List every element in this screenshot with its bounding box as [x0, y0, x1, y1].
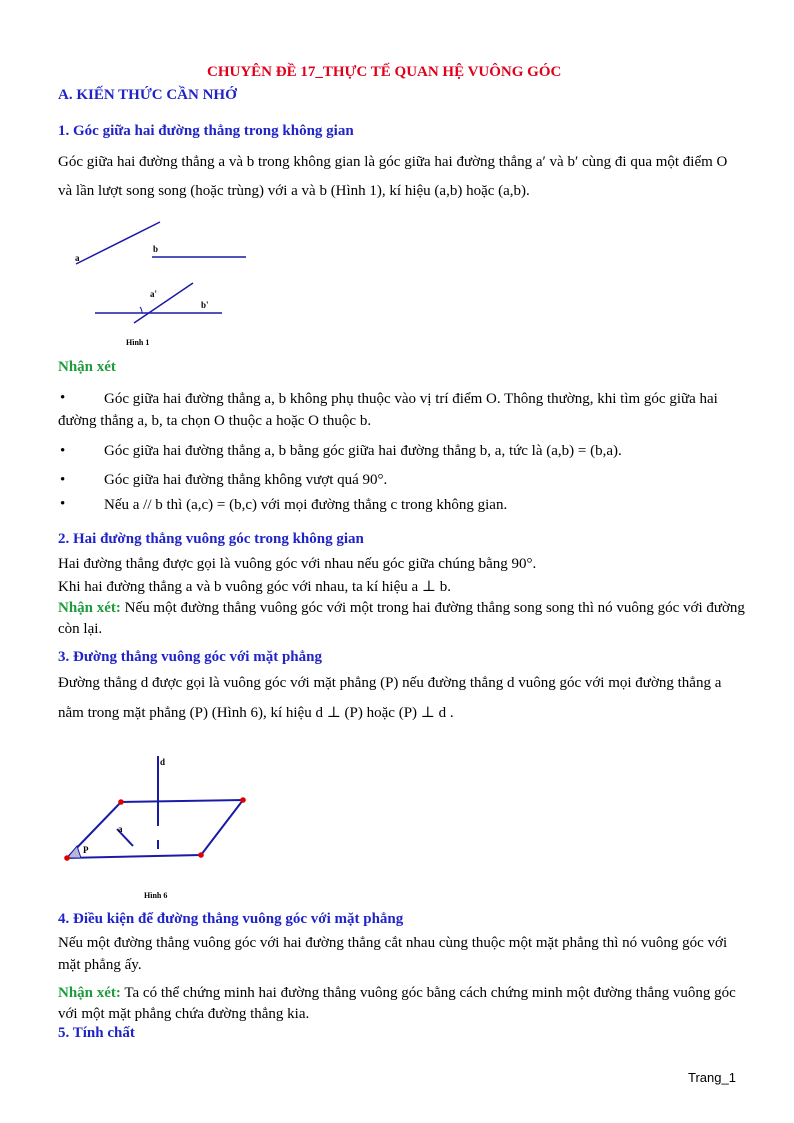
remark-1-bullet-2: Góc giữa hai đường thẳng a, b bằng góc giữa hai đường thẳng b, a, tức là (a,b) = (b,a). [104, 443, 622, 459]
fig6-vertex-2 [240, 797, 246, 803]
section-2-remark-line-2: còn lại. [58, 621, 103, 637]
figure-6 [55, 748, 265, 903]
section-5-heading: 5. Tính chất [58, 1025, 135, 1041]
section-2-remark-text: Nếu một đường thẳng vuông góc với một trong hai đường thẳng song song thì nó vuông góc với đường [120, 600, 745, 616]
section-3-heading: 3. Đường thẳng vuông góc với mặt phẳng [58, 649, 322, 665]
section-4-remark-text: Ta có thể chứng minh hai đường thẳng vuông góc bằng cách chứng minh một đường thẳng vuông góc [120, 985, 736, 1001]
section-2-line-1: Hai đường thẳng được gọi là vuông góc với nhau nếu góc giữa chúng bằng 90°. [58, 556, 537, 572]
fig6-vertex-4 [64, 855, 70, 861]
remark-1-bullet-3: Góc giữa hai đường thẳng không vượt quá 90°. [104, 472, 388, 488]
remark-1-heading: Nhận xét [58, 359, 116, 375]
page-footer: Trang_1 [688, 1070, 736, 1085]
section-4-remark [58, 982, 736, 1004]
section-a-heading: A. KIẾN THỨC CẦN NHỚ [58, 87, 237, 103]
fig6-plane-p [67, 800, 243, 858]
section-2-remark [58, 597, 745, 619]
fig6-label-p: P [83, 845, 89, 855]
fig1-label-a: a [75, 253, 80, 263]
remark-1-bullet-1-line-2: đường thẳng a, b, ta chọn O thuộc a hoặc O thuộc b. [58, 413, 372, 429]
section-2-line-2: Khi hai đường thẳng a và b vuông góc với nhau, ta kí hiệu a ⊥ b. [58, 579, 452, 595]
fig1-label-a-prime: a' [150, 289, 158, 299]
section-4-line-2: mặt phẳng ấy. [58, 957, 142, 973]
fig1-angle-arc [140, 307, 142, 313]
figure-1 [60, 200, 260, 350]
section-4-line-1: Nếu một đường thẳng vuông góc với hai đường thẳng cắt nhau cùng thuộc một mặt phẳng thì nó vuông góc với [58, 935, 728, 951]
fig1-line-a [76, 222, 160, 264]
section-4-remark-line-2: với một mặt phẳng chứa đường thẳng kia. [58, 1006, 310, 1022]
fig1-label-b: b [153, 244, 159, 254]
section-1-line-2: và lần lượt song song (hoặc trùng) với a và b (Hình 1), kí hiệu (a,b) hoặc (a,b). [58, 183, 530, 199]
fig6-label-a: a [118, 824, 123, 834]
section-4-remark-label: Nhận xét: [58, 985, 121, 1001]
fig6-vertex-1 [118, 799, 124, 805]
bullet-dot-2: • [60, 443, 66, 459]
bullet-dot-4: • [60, 496, 66, 512]
bullet-dot-1: • [60, 390, 66, 406]
section-1-line-1: Góc giữa hai đường thẳng a và b trong không gian là góc giữa hai đường thẳng a′ và b′ cùng đi qua một điểm O [58, 154, 728, 170]
remark-1-bullet-1-line-1: Góc giữa hai đường thẳng a, b không phụ thuộc vào vị trí điểm O. Thông thường, khi tìm góc giữa hai [104, 391, 718, 407]
fig6-caption: Hình 6 [144, 891, 168, 900]
section-4-heading: 4. Điều kiện để đường thẳng vuông góc với mặt phẳng [58, 911, 404, 927]
fig6-vertex-3 [198, 852, 204, 858]
fig1-line-a-prime [134, 283, 193, 323]
section-3-line-1: Đường thẳng d được gọi là vuông góc với mặt phẳng (P) nếu đường thẳng d vuông góc với mọi đường thẳng a [58, 675, 722, 691]
section-2-remark-label: Nhận xét: [58, 600, 121, 616]
fig1-label-b-prime: b' [201, 300, 209, 310]
fig6-label-d: d [160, 757, 166, 767]
bullet-dot-3: • [60, 472, 66, 488]
page-title: CHUYÊN ĐỀ 17_THỰC TẾ QUAN HỆ VUÔNG GÓC [207, 64, 562, 80]
section-1-heading: 1. Góc giữa hai đường thẳng trong không gian [58, 123, 354, 139]
fig1-caption: Hình 1 [126, 338, 150, 347]
section-2-heading: 2. Hai đường thẳng vuông góc trong không gian [58, 531, 364, 547]
remark-1-bullet-4: Nếu a // b thì (a,c) = (b,c) với mọi đường thẳng c trong không gian. [104, 497, 508, 513]
section-3-line-2: nằm trong mặt phẳng (P) (Hình 6), kí hiệu d ⊥ (P) hoặc (P) ⊥ d . [58, 705, 454, 721]
